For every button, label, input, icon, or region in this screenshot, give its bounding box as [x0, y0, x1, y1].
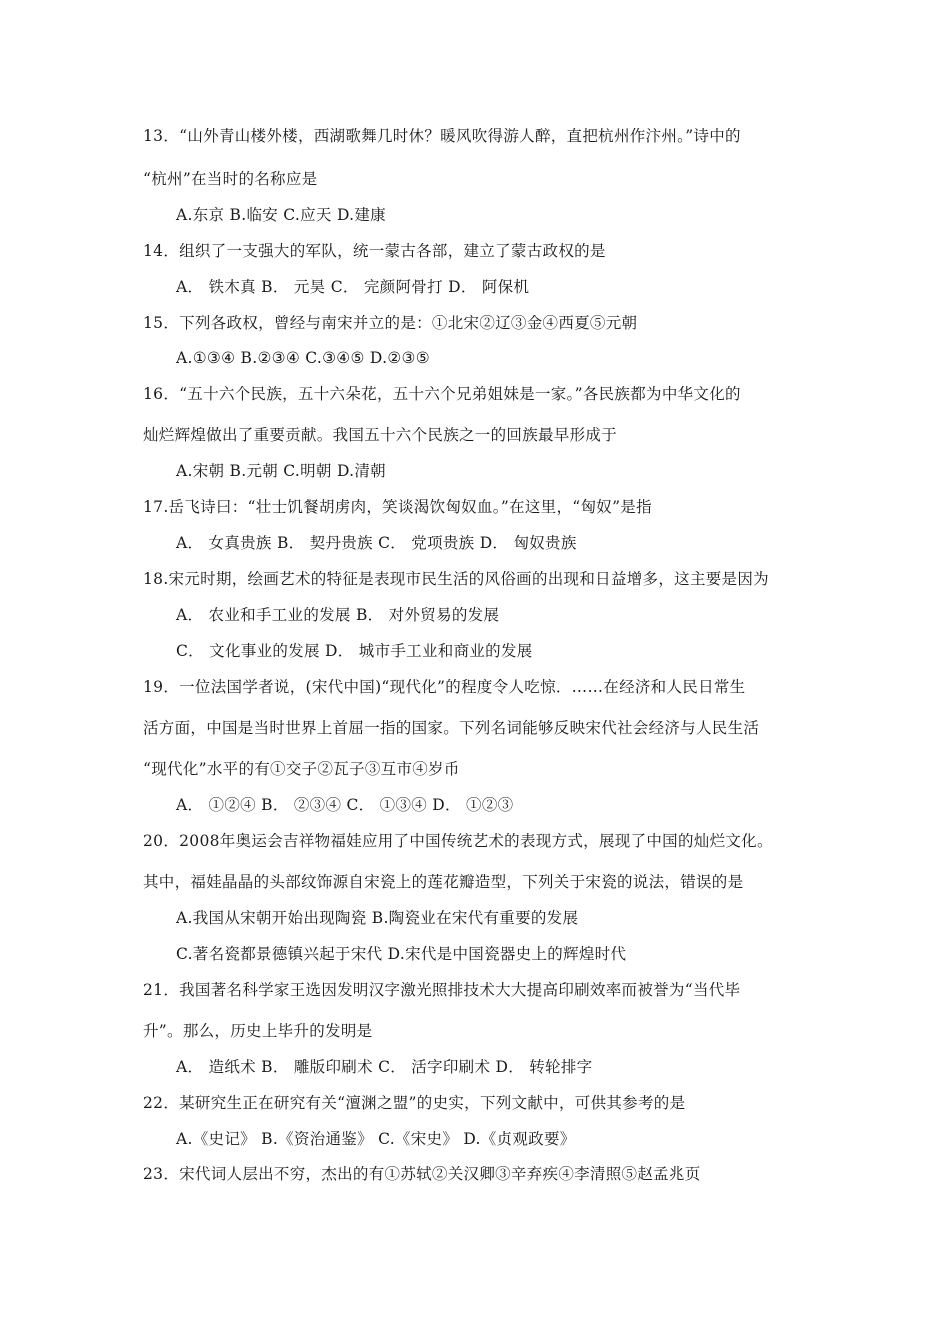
question-19-stem-line-1: 19．一位法国学者说，(宋代中国)“现代化”的程度令人吃惊．……在经济和人民日常生: [143, 678, 746, 696]
question-20-options-line-1: A.我国从宋朝开始出现陶瓷 B.陶瓷业在宋代有重要的发展: [176, 909, 579, 927]
question-13-stem-line-2: “杭州”在当时的名称应是: [143, 170, 318, 188]
question-18-stem: 18.宋元时期，绘画艺术的特征是表现市民生活的风俗画的出现和日益增多，这主要是因为: [143, 570, 769, 588]
question-21-stem-line-1: 21．我国著名科学家王选因发明汉字激光照排技术大大提高印刷效率而被誉为“当代毕: [143, 981, 741, 999]
question-18-options-line-1: A． 农业和手工业的发展 B． 对外贸易的发展: [176, 606, 500, 624]
question-19-options: A． ①②④ B． ②③④ C． ①③④ D． ①②③: [176, 796, 514, 814]
question-16-stem-line-2: 灿烂辉煌做出了重要贡献。我国五十六个民族之一的回族最早形成于: [143, 426, 618, 444]
question-16-stem-line-1: 16．“五十六个民族，五十六朵花，五十六个兄弟姐妹是一家。”各民族都为中华文化的: [143, 385, 741, 403]
question-14-options: A． 铁木真 B． 元昊 C． 完颜阿骨打 D． 阿保机: [176, 278, 530, 296]
question-22-options: A.《史记》 B.《资治通鉴》 C.《宋史》 D.《贞观政要》: [176, 1130, 576, 1148]
question-21-options: A． 造纸术 B． 雕版印刷术 C． 活字印刷术 D． 转轮排字: [176, 1058, 593, 1076]
question-15-options: A.①③④ B.②③④ C.③④⑤ D.②③⑤: [176, 349, 430, 367]
question-21-stem-line-2: 升”。那么，历史上毕升的发明是: [143, 1022, 373, 1040]
question-20-stem-line-1: 20．2008年奥运会吉祥物福娃应用了中国传统艺术的表现方式，展现了中国的灿烂文化。: [143, 832, 773, 850]
question-18-options-line-2: C． 文化事业的发展 D． 城市手工业和商业的发展: [176, 642, 533, 660]
question-15-stem: 15．下列各政权，曾经与南宋并立的是：①北宋②辽③金④西夏⑤元朝: [143, 314, 638, 332]
question-16-options: A.宋朝 B.元朝 C.明朝 D.清朝: [176, 462, 386, 480]
question-20-options-line-2: C.著名瓷都景德镇兴起于宋代 D.宋代是中国瓷器史上的辉煌时代: [176, 945, 627, 963]
question-23-stem: 23．宋代词人层出不穷，杰出的有①苏轼②关汉卿③辛弃疾④李清照⑤赵孟兆页: [143, 1165, 701, 1183]
question-17-stem: 17.岳飞诗曰：“壮士饥餐胡虏肉，笑谈渴饮匈奴血。”在这里，“匈奴”是指: [143, 498, 652, 516]
question-14-stem: 14．组织了一支强大的军队，统一蒙古各部，建立了蒙古政权的是: [143, 242, 606, 260]
question-20-stem-line-2: 其中，福娃晶晶的头部纹饰源自宋瓷上的莲花瓣造型，下列关于宋瓷的说法，错误的是: [143, 873, 744, 891]
question-19-stem-line-2: 活方面，中国是当时世界上首屈一指的国家。下列名词能够反映宋代社会经济与人民生活: [143, 719, 760, 737]
question-13-options: A.东京 B.临安 C.应天 D.建康: [176, 206, 386, 224]
question-22-stem: 22．某研究生正在研究有关“澶渊之盟”的史实，下列文献中，可供其参考的是: [143, 1094, 686, 1112]
question-13-stem-line-1: 13．“山外青山楼外楼，西湖歌舞几时休？暖风吹得游人醉，直把杭州作汴州。”诗中的: [143, 127, 741, 145]
question-19-stem-line-3: “现代化”水平的有①交子②瓦子③互市④岁币: [143, 760, 460, 778]
question-17-options: A． 女真贵族 B． 契丹贵族 C． 党项贵族 D． 匈奴贵族: [176, 534, 577, 552]
